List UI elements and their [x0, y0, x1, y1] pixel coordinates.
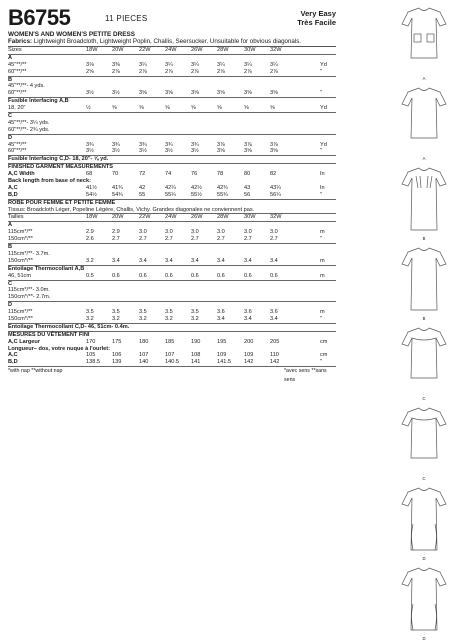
table-cell: 200 [244, 338, 254, 345]
footnote-fr: *avec sens **sans sens [284, 368, 327, 384]
table-cell: 138.5 [86, 359, 100, 366]
header [8, 6, 336, 30]
sketch-view-c [398, 324, 450, 401]
table-row [8, 332, 336, 339]
table-cell: 3.5 [139, 309, 147, 316]
table-cell: 2.7 [244, 236, 252, 243]
row-label: Tailles [8, 214, 24, 221]
table-cell: 0.6 [270, 272, 278, 279]
table-cell: 3½ [165, 148, 173, 155]
table-cell: 3.4 [112, 257, 120, 264]
row-label: Entoilage Thermocollant C,D- 46, 51cm- 0.4m. [8, 323, 130, 330]
table-cell: 109 [244, 352, 254, 359]
row-label: 115cm*/**- 3.7m. [8, 250, 50, 257]
table-row [8, 127, 336, 135]
row-label: A,C Width [8, 171, 35, 178]
table-cell: 28W [217, 47, 229, 53]
table-row [8, 135, 336, 142]
row-label: Sizes [8, 47, 22, 53]
sketch-view-b [398, 244, 450, 321]
sketch-view-b [398, 164, 450, 241]
sketch-label: D [422, 636, 426, 641]
row-unit: In [320, 171, 325, 178]
table-row [8, 294, 336, 302]
table-row [8, 83, 336, 90]
table-row [8, 192, 336, 200]
sketch-label: A [422, 76, 426, 81]
table-row [8, 105, 336, 113]
table-cell: 2.6 [86, 236, 94, 243]
row-label: A [8, 54, 13, 61]
table-cell: 3⅝ [244, 148, 252, 155]
table-cell: 3¾ [112, 141, 120, 148]
table-cell: 142 [244, 359, 254, 366]
table-cell: 3⅝ [217, 90, 225, 97]
row-label: 115cm*/** [8, 309, 33, 316]
table-cell: 2.9 [112, 229, 120, 236]
table-cell: 3½ [112, 148, 120, 155]
row-label: Fusible Interfacing C,D- 18, 20"- ⅝ yd. [8, 156, 109, 163]
garment-title: WOMEN'S AND WOMEN'S PETITE DRESS [8, 31, 136, 38]
table-cell: 22W [139, 47, 151, 53]
table-row [8, 236, 336, 244]
table-cell: 3⅝ [244, 90, 252, 97]
table-cell: ⅝ [139, 105, 144, 112]
table-cell: 3⅞ [217, 141, 225, 148]
row-label: 60"**/** [8, 90, 27, 97]
row-label: 150cm*/**- 2.7m. [8, 294, 51, 301]
table-cell: 109 [217, 352, 227, 359]
table-row [8, 98, 336, 105]
table-row [8, 287, 336, 294]
row-unit: m [320, 309, 325, 316]
table-cell: 3¼ [139, 61, 147, 68]
table-cell: 54½ [86, 191, 97, 198]
table-cell: ½ [86, 105, 91, 112]
row-unit: m [320, 272, 325, 279]
table-cell: 140.5 [165, 359, 179, 366]
difficulty-en: Very Easy [300, 9, 336, 18]
table-cell: 106 [112, 352, 122, 359]
row-label: 150cm*/** [8, 257, 33, 264]
table-cell: 2.7 [165, 236, 173, 243]
table-row [8, 156, 336, 164]
table-cell: 54¾ [112, 191, 123, 198]
table-cell: 3.6 [270, 309, 278, 316]
table-cell: 41½ [86, 184, 97, 191]
table-row [8, 207, 336, 215]
row-unit: " [320, 90, 322, 97]
pattern-number: B6755 [8, 5, 71, 30]
table-cell: 3.4 [270, 315, 278, 322]
table-cell: 3.5 [165, 309, 173, 316]
table-cell: 22W [139, 214, 151, 221]
row-label: 115cm*/**- 3.0m. [8, 287, 50, 294]
table-cell: 2⅞ [112, 68, 120, 75]
table-cell: 32W [270, 47, 282, 53]
table-cell: 42 [139, 184, 146, 191]
row-label: C [8, 113, 13, 120]
table-row [8, 214, 336, 222]
table-row [8, 251, 336, 258]
row-label: C [8, 280, 13, 287]
row-unit: Yd [320, 141, 327, 148]
table-cell: 3½ [86, 90, 94, 97]
row-label: Back length from base of neck: [8, 178, 91, 185]
table-cell: 3⅝ [191, 90, 199, 97]
table-cell: 142 [270, 359, 280, 366]
table-cell: 55 [139, 191, 146, 198]
table-cell: 3¾ [86, 141, 94, 148]
table-cell: 3⅝ [165, 90, 173, 97]
table-row [8, 339, 336, 346]
row-unit: " [320, 191, 322, 198]
row-label: A,C [8, 184, 18, 191]
row-label: B,D [8, 359, 18, 366]
table-cell: ⅝ [112, 105, 117, 112]
table-cell: ⅝ [191, 105, 196, 112]
difficulty [297, 9, 336, 27]
table-cell: 3¼ [217, 61, 225, 68]
row-label: Longueur– dos, votre nuque à l'ourlet: [8, 345, 111, 352]
table-cell: 3⅝ [270, 148, 278, 155]
table-cell: 3.5 [191, 309, 199, 316]
table-cell: 3.2 [112, 315, 120, 322]
table-row [8, 346, 336, 353]
table-cell: 3.0 [139, 229, 147, 236]
row-label: 60"**/**- 2¾ yds. [8, 126, 50, 133]
table-row [8, 309, 336, 316]
table-cell: ⅝ [165, 105, 170, 112]
sketch-label: D [422, 556, 426, 561]
table-cell: 3.0 [165, 229, 173, 236]
table-cell: 170 [86, 338, 96, 345]
row-label: 45"**/** [8, 61, 27, 68]
table-cell: 2⅞ [270, 68, 278, 75]
table-cell: 3⅝ [217, 148, 225, 155]
table-cell: 55¾ [217, 191, 228, 198]
table-cell: 3.4 [270, 257, 278, 264]
table-row [8, 316, 336, 324]
table-row [8, 281, 336, 288]
table-row [8, 352, 336, 359]
table-cell: 74 [165, 171, 172, 178]
table-cell: 68 [86, 171, 93, 178]
sketch-view-a [398, 84, 450, 161]
fabrics-label: Fabrics: [8, 38, 33, 45]
table-cell: 105 [86, 352, 96, 359]
table-cell: 2⅞ [139, 68, 147, 75]
table-cell: 32W [270, 214, 282, 221]
table-cell: 2.7 [191, 236, 199, 243]
row-unit: cm [320, 352, 328, 359]
sketch-label: B [422, 236, 426, 241]
table-cell: 180 [139, 338, 149, 345]
row-unit: " [320, 359, 322, 366]
table-row [8, 55, 336, 62]
table-cell: 20W [112, 47, 124, 53]
row-unit: Yd [320, 61, 327, 68]
sketch-view-c [398, 404, 450, 481]
table-cell: 3.0 [217, 229, 225, 236]
table-cell: 78 [217, 171, 224, 178]
footnotes [8, 367, 336, 384]
table-cell: 0.6 [217, 272, 225, 279]
table-cell: 30W [244, 47, 256, 53]
table-cell: ⅝ [244, 105, 249, 112]
table-cell: 0.6 [112, 272, 120, 279]
table-cell: 3½ [191, 148, 199, 155]
table-cell: 3½ [86, 148, 94, 155]
table-cell: 24W [165, 47, 177, 53]
table-cell: 3.2 [165, 315, 173, 322]
table-cell: 2.7 [270, 236, 278, 243]
table-cell: 195 [217, 338, 227, 345]
table-row [8, 359, 336, 367]
table-row [8, 244, 336, 251]
table-cell: 43 [244, 184, 251, 191]
sketch-label: C [422, 476, 426, 481]
fabrics-line [8, 38, 336, 47]
table-row [8, 69, 336, 77]
sketch-label: B [422, 316, 426, 321]
table-cell: 3.4 [244, 315, 252, 322]
row-unit: " [320, 315, 322, 322]
row-label: 45"**/**- 4 yds. [8, 83, 45, 90]
table-cell: 0.6 [165, 272, 173, 279]
row-label: 60"**/** [8, 148, 27, 155]
table-cell: 3.0 [191, 229, 199, 236]
table-cell: 18W [86, 47, 98, 53]
row-unit: " [320, 68, 322, 75]
table-row [8, 229, 336, 236]
table-cell: 2⅞ [244, 68, 252, 75]
row-label: 150cm*/** [8, 236, 33, 243]
table-cell: 3¾ [139, 141, 147, 148]
table-row [8, 47, 336, 55]
table-cell: 3⅛ [86, 61, 94, 68]
row-unit: cm [320, 338, 328, 345]
table-cell: 3¼ [191, 61, 199, 68]
row-label: ROBE POUR FEMME ET PETITE FEMME [8, 199, 116, 206]
table-cell: 107 [139, 352, 149, 359]
piece-count: 11 PIECES [105, 14, 148, 23]
table-cell: 26W [191, 214, 203, 221]
table-cell: 3⅜ [112, 61, 120, 68]
table-cell: 2⅞ [217, 68, 225, 75]
row-label: 115cm*/** [8, 229, 33, 236]
row-label: Fusible Interfacing A,B [8, 98, 69, 105]
table-row [8, 148, 336, 156]
table-cell: 43¼ [270, 184, 281, 191]
table-cell: 205 [270, 338, 280, 345]
table-cell: 0.6 [244, 272, 252, 279]
table-cell: 110 [270, 352, 279, 359]
table-cell: 42¼ [165, 184, 176, 191]
row-label: B [8, 244, 13, 251]
table-cell: 80 [244, 171, 251, 178]
table-cell: 56¼ [270, 191, 281, 198]
sketch-view-d [398, 484, 450, 561]
table-row [8, 222, 336, 229]
row-unit: Yd [320, 105, 327, 112]
table-cell: 3.0 [244, 229, 252, 236]
table-cell: 2.7 [217, 236, 225, 243]
table-cell: 2.7 [139, 236, 147, 243]
row-label: Tissus: Broadcloth Léger, Popeline Légère, Challis, Vichy. Grandes diagonales ne conviennent pas. [8, 206, 255, 213]
table-cell: 3.2 [86, 315, 94, 322]
table-cell: 3.4 [191, 257, 199, 264]
table-cell: 3⅝ [270, 90, 278, 97]
table-row [8, 302, 336, 309]
fabrics-text: Lightweight Broadcloth, Lightweight Poplin, Challis, Seersucker. Unsuitable for obvious diagonals. [32, 38, 302, 45]
table-row [8, 90, 336, 98]
table-cell: 3.5 [112, 309, 120, 316]
sketch-view-d [398, 564, 450, 641]
table-cell: ⅝ [270, 105, 275, 112]
garment-sketches [392, 0, 460, 644]
table-cell: 42¾ [217, 184, 228, 191]
table-cell: 2⅝ [86, 68, 94, 75]
table-cell: 3⅞ [244, 141, 252, 148]
table-cell: 0.5 [86, 272, 94, 279]
table-cell: 3.6 [244, 309, 252, 316]
row-label: 150cm*/** [8, 315, 33, 322]
row-label: 60"**/** [8, 68, 27, 75]
table-cell: 3.2 [86, 257, 94, 264]
table-cell: 3⅞ [270, 141, 278, 148]
table-row [8, 273, 336, 281]
row-unit: In [320, 184, 325, 191]
row-label: MESURES DU VÊTEMENT FINI [8, 331, 90, 338]
table-cell: 3½ [139, 148, 147, 155]
table-cell: 190 [191, 338, 201, 345]
row-unit: m [320, 229, 325, 236]
table-cell: 70 [112, 171, 119, 178]
table-cell: 3.4 [244, 257, 252, 264]
table-row [8, 62, 336, 69]
table-cell: 2⅞ [165, 68, 173, 75]
table-cell: 3⅝ [139, 90, 147, 97]
row-unit: " [320, 148, 322, 155]
row-label: B [8, 76, 13, 83]
row-label: 45"**/** [8, 141, 27, 148]
table-row [8, 77, 336, 84]
table-cell: 2.7 [112, 236, 120, 243]
table-cell: 141 [191, 359, 201, 366]
table-cell: 2.9 [86, 229, 94, 236]
row-label: A,C Largeur [8, 338, 41, 345]
table-cell: 3¾ [191, 141, 199, 148]
table-row [8, 200, 336, 207]
table-row [8, 164, 336, 171]
table-cell: 3.4 [165, 257, 173, 264]
table-cell: 3.6 [217, 309, 225, 316]
table-cell: 30W [244, 214, 256, 221]
table-cell: 3.4 [139, 257, 147, 264]
table-cell: 175 [112, 338, 122, 345]
table-cell: 108 [191, 352, 201, 359]
row-label: A,C [8, 352, 18, 359]
table-cell: 139 [112, 359, 122, 366]
yardage-panel [8, 5, 336, 384]
table-cell: 3.4 [217, 257, 225, 264]
row-label: A [8, 222, 13, 229]
table-cell: 2⅞ [191, 68, 199, 75]
table-cell: 3.0 [270, 229, 278, 236]
table-cell: 3¼ [165, 61, 173, 68]
table-cell: 28W [217, 214, 229, 221]
table-row [8, 120, 336, 127]
table-cell: 18W [86, 214, 98, 221]
table-cell: 3.4 [217, 315, 225, 322]
yardage-table [8, 47, 336, 367]
table-cell: 41¾ [112, 184, 123, 191]
table-row [8, 185, 336, 192]
row-label: 45"**/**- 3¼ yds. [8, 119, 50, 126]
sketch-label: C [422, 396, 426, 401]
table-cell: 56 [244, 191, 251, 198]
sketch-view-a [398, 4, 450, 81]
table-cell: 0.6 [191, 272, 199, 279]
row-unit: " [320, 236, 322, 243]
row-label: FINISHED GARMENT MEASUREMENTS [8, 164, 114, 171]
table-cell: 3.2 [139, 315, 147, 322]
table-cell: 24W [165, 214, 177, 221]
row-label: Entoilage Thermocollant A,B [8, 265, 85, 272]
table-row [8, 171, 336, 178]
table-cell: 185 [165, 338, 175, 345]
table-cell: 72 [139, 171, 146, 178]
table-row [8, 178, 336, 185]
table-cell: 3½ [112, 90, 120, 97]
table-cell: 20W [112, 214, 124, 221]
sketch-label: A [422, 156, 426, 161]
table-cell: 3¾ [165, 141, 173, 148]
table-cell: 107 [165, 352, 175, 359]
table-cell: 3¼ [244, 61, 252, 68]
row-label: D [8, 134, 13, 141]
table-cell: ⅝ [217, 105, 222, 112]
footnote-en: *with nap **without nap [8, 368, 63, 375]
table-cell: 82 [270, 171, 277, 178]
table-row [8, 258, 336, 266]
row-unit: m [320, 257, 325, 264]
table-cell: 76 [191, 171, 198, 178]
table-cell: 141.5 [217, 359, 231, 366]
table-cell: 26W [191, 47, 203, 53]
difficulty-fr: Très Facile [297, 18, 336, 27]
table-cell: 0.6 [139, 272, 147, 279]
table-row [8, 324, 336, 332]
table-cell: 3.5 [86, 309, 94, 316]
table-row [8, 266, 336, 273]
table-cell: 55½ [191, 191, 202, 198]
table-cell: 3.2 [191, 315, 199, 322]
row-label: B,D [8, 191, 18, 198]
table-cell: 55¼ [165, 191, 176, 198]
row-label: 46, 51cm [8, 272, 32, 279]
table-cell: 140 [139, 359, 149, 366]
table-cell: 42½ [191, 184, 202, 191]
table-row [8, 113, 336, 120]
row-label: 18, 20" [8, 105, 26, 112]
row-label: D [8, 302, 13, 309]
table-cell: 3¼ [270, 61, 278, 68]
